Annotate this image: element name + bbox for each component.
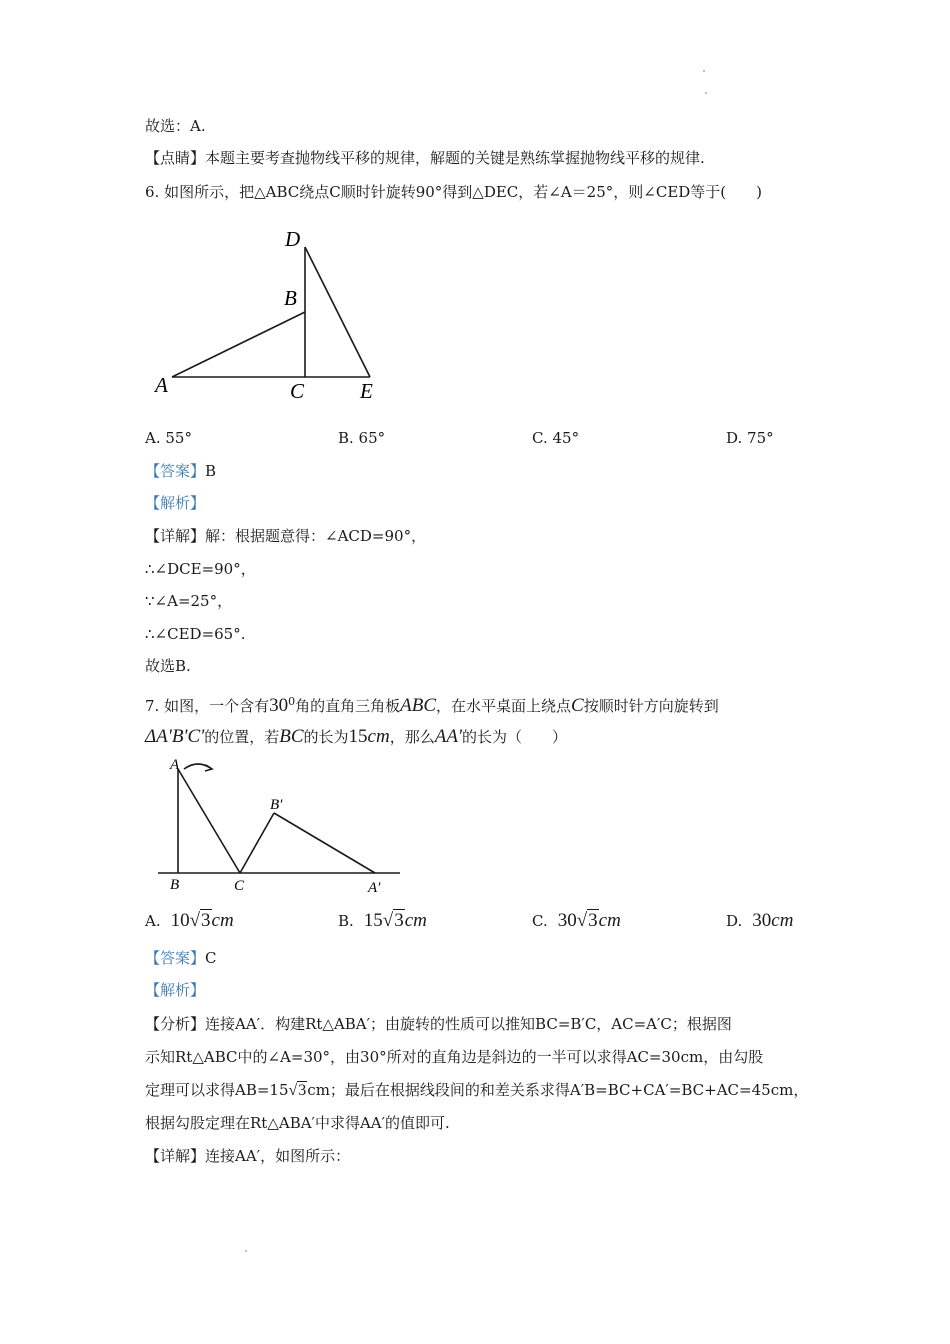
rotation-arrowhead-icon (205, 765, 212, 771)
scan-dot (705, 92, 707, 94)
q6-stem: 6. 如图所示，把△ABC绕点C顺时针旋转90°得到△DEC，若∠A＝25°，则∠CED等于( ) (145, 183, 762, 201)
q6-step-2: ∵∠A=25°， (145, 592, 233, 610)
q7-figure (150, 755, 405, 897)
q6-figure (150, 222, 390, 407)
q7-detail: 【详解】连接AA′，如图所示： (145, 1147, 351, 1165)
q7-edge-bpap (274, 813, 375, 873)
q7-label-a: A (170, 757, 180, 773)
q7-option-a: A. 10√3cm (145, 910, 234, 931)
q7-answer: 【答案】C (145, 949, 217, 967)
q6-answer: 【答案】B (145, 462, 217, 480)
scan-dot (245, 1250, 247, 1252)
q7-fenxi-line1: 【分析】连接AA′．构建Rt△ABA′；由旋转的性质可以推知BC=B′C，AC=A′C；根据图 (145, 1015, 732, 1033)
dianjing-line: 【点睛】本题主要考查抛物线平移的规律，解题的关键是熟练掌握抛物线平移的规律. (145, 149, 705, 167)
q6-step-3: ∴∠CED=65°. (145, 625, 246, 643)
q6-label-a: A (155, 373, 168, 397)
q7-option-d: D. 30cm (726, 910, 794, 931)
q6-choose: 故选B. (145, 657, 191, 675)
choose-a-line: 故选：A. (145, 117, 206, 135)
q6-label-b: B (284, 286, 297, 310)
q6-label-e: E (360, 379, 373, 403)
q7-analysis: 【解析】 (145, 981, 206, 999)
q7-stem-line2: ΔA'B'C'的位置，若BC的长为15cm，那么AA'的长为（ ） (145, 726, 568, 747)
q6-option-c: C. 45° (532, 429, 580, 447)
q7-label-ap: A′ (368, 880, 381, 896)
q6-option-a: A. 55° (145, 429, 192, 447)
q7-stem-line1: 7. 如图，一个含有$30^0$角的直角三角板ABC，在水平桌面上绕点C按顺时针方向旋转到 (145, 695, 719, 716)
q6-label-c: C (290, 379, 305, 403)
q6-edge-ab (172, 312, 305, 377)
q6-analysis: 【解析】 (145, 494, 206, 512)
q7-label-b: B (170, 877, 180, 893)
q6-edge-de (305, 247, 370, 377)
q6-label-d: D (285, 227, 301, 251)
q7-fenxi-line4: 根据勾股定理在Rt△ABA′中求得AA′的值即可. (145, 1114, 450, 1132)
q7-option-b: B. 15√3cm (338, 910, 427, 931)
q7-edge-cbp (240, 813, 274, 873)
q7-option-c: C. 30√3cm (532, 910, 621, 931)
q6-detail: 【详解】解：根据题意得：∠ACD=90°， (145, 527, 427, 545)
q6-option-b: B. 65° (338, 429, 386, 447)
scan-dot (703, 70, 705, 72)
q7-fenxi-line2: 示知Rt△ABC中的∠A=30°，由30°所对的直角边是斜边的一半可以求得AC=30cm，由勾股 (145, 1048, 764, 1066)
q7-label-c: C (234, 878, 245, 894)
q7-edge-ac (178, 769, 240, 873)
q6-option-d: D. 75° (726, 429, 774, 447)
q7-fenxi-line3: 定理可以求得AB=15√3cm；最后在根据线段间的和差关系求得A′B=BC+CA′=BC+AC=45cm， (145, 1081, 809, 1099)
q6-step-1: ∴∠DCE=90°， (145, 560, 256, 578)
q7-label-bp: B′ (270, 797, 283, 813)
